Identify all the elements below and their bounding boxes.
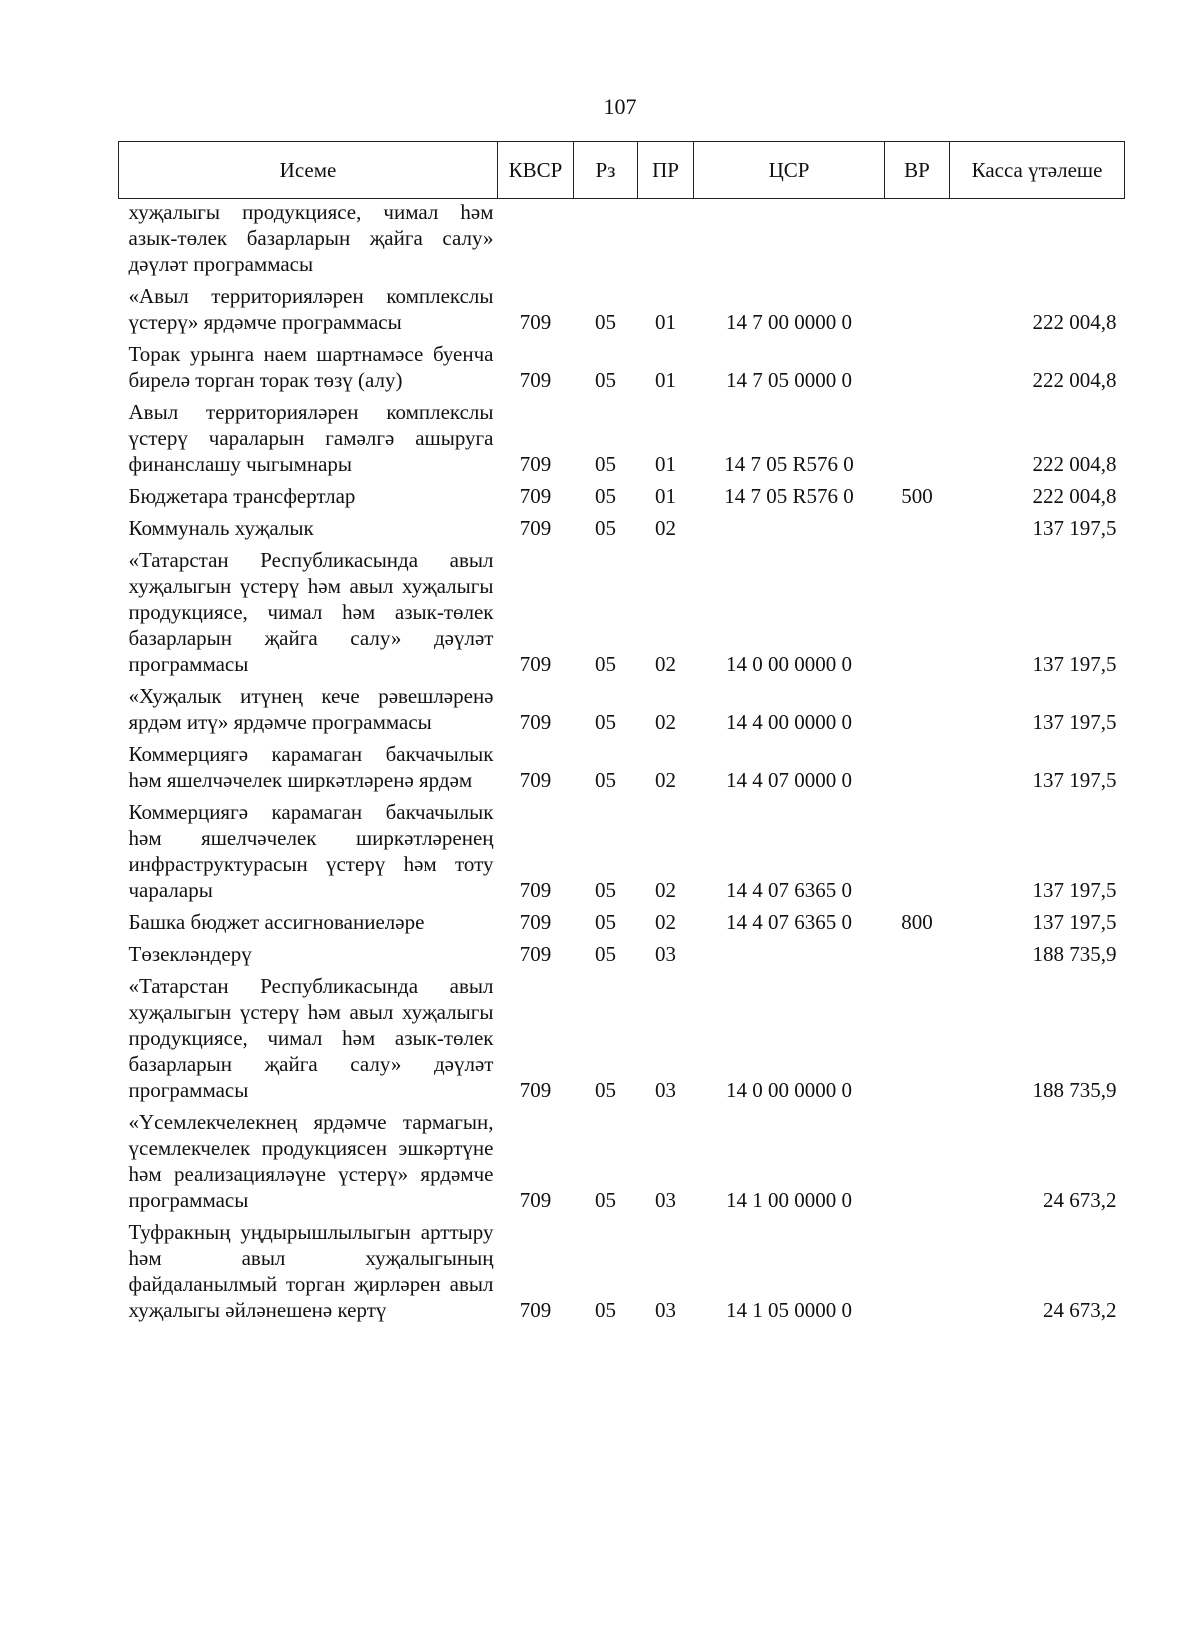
table-row <box>119 735 1125 793</box>
header-rz: Рз <box>574 142 638 199</box>
cell-csr: 14 0 00 0000 0 <box>726 1078 852 1102</box>
cell-name: «Үсемлекчелекнең ярдәмче тармагын, үсемлекчелек продукциясен эшкәртүне һәм реализацияләүне үстерү» ярдәмче программасы <box>128 1110 494 1212</box>
cell-name: «Хуҗалык итүнең кече рәвешләренә ярдәм итү» ярдәмче программасы <box>128 684 494 734</box>
header-pr: ПР <box>638 142 694 199</box>
cell-name: «Татарстан Республикасында авыл хуҗалыгын үстерү һәм авыл хуҗалыгы продукциясе, чимал һәм азык-төлек базарларын җайга салу» дәүләт программасы <box>128 548 494 676</box>
table-body <box>119 199 1125 1324</box>
table-row <box>119 277 1125 335</box>
cell-kvsr: 709 <box>519 368 552 392</box>
cell-sum: 188 735,9 <box>1032 942 1117 966</box>
cell-sum: 137 197,5 <box>1032 878 1117 902</box>
cell-rz: 05 <box>595 910 616 934</box>
cell-pr: 03 <box>655 1188 676 1212</box>
cell-rz: 05 <box>595 1188 616 1212</box>
header-name: Исеме <box>119 142 498 199</box>
cell-csr: 14 1 00 0000 0 <box>726 1188 852 1212</box>
cell-csr: 14 7 05 0000 0 <box>726 368 852 392</box>
cell-rz: 05 <box>595 942 616 966</box>
cell-rz: 05 <box>595 652 616 676</box>
cell-sum: 137 197,5 <box>1032 910 1117 934</box>
table-row <box>119 935 1125 967</box>
cell-kvsr: 709 <box>519 878 552 902</box>
cell-kvsr: 709 <box>519 1188 552 1212</box>
cell-kvsr: 709 <box>519 1298 552 1322</box>
page-number: 107 <box>603 94 637 119</box>
cell-rz: 05 <box>595 1078 616 1102</box>
cell-vr <box>885 967 950 1103</box>
cell-csr: 14 4 07 6365 0 <box>726 878 852 902</box>
table-row <box>119 393 1125 477</box>
table-row <box>119 477 1125 509</box>
cell-sum: 137 197,5 <box>1032 768 1117 792</box>
cell-sum: 222 004,8 <box>1032 484 1117 508</box>
cell-sum: 137 197,5 <box>1032 710 1117 734</box>
cell-csr: 14 7 00 0000 0 <box>726 310 852 334</box>
cell-pr: 01 <box>655 310 676 334</box>
table-row <box>119 1213 1125 1323</box>
table-row <box>119 1103 1125 1213</box>
cell-vr <box>885 735 950 793</box>
cell-pr: 02 <box>655 710 676 734</box>
cell-name: Төзекләндерү <box>128 942 252 966</box>
cell-csr: 14 4 07 0000 0 <box>726 768 852 792</box>
cell-csr: 14 7 05 R576 0 <box>724 484 854 508</box>
table-header <box>119 142 1125 199</box>
cell-name: «Татарстан Республикасында авыл хуҗалыгын үстерү һәм авыл хуҗалыгы продукциясе, чимал һәм азык-төлек базарларын җайга салу» дәүләт программасы <box>128 974 494 1102</box>
table-row <box>119 903 1125 935</box>
cell-csr <box>694 199 885 278</box>
cell-sum: 188 735,9 <box>1032 1078 1117 1102</box>
cell-csr: 14 1 05 0000 0 <box>726 1298 852 1322</box>
cell-pr: 03 <box>655 1078 676 1102</box>
cell-name: Башка бюджет ассигнованиеләре <box>128 910 425 934</box>
cell-vr: 500 <box>901 484 933 508</box>
table-row <box>119 967 1125 1103</box>
cell-rz: 05 <box>595 878 616 902</box>
cell-csr <box>694 509 885 541</box>
cell-pr: 02 <box>655 878 676 902</box>
cell-vr <box>885 1213 950 1323</box>
cell-name: хуҗалыгы продукциясе, чимал һәм азык-төлек базарларын җайга салу» дәүләт программасы <box>128 200 494 276</box>
cell-name: Коммерциягә карамаган бакчачылык һәм яшелчәчелек ширкәтләренең инфраструктурасын үстерү һәм тоту чаралары <box>128 800 494 902</box>
cell-vr <box>885 393 950 477</box>
cell-name: Коммерциягә карамаган бакчачылык һәм яшелчәчелек ширкәтләренә ярдәм <box>128 742 494 792</box>
cell-name: «Авыл территорияләрен комплекслы үстерү» ярдәмче программасы <box>128 284 494 334</box>
cell-sum: 222 004,8 <box>1032 452 1117 476</box>
cell-pr: 01 <box>655 452 676 476</box>
table-row <box>119 677 1125 735</box>
cell-vr <box>885 335 950 393</box>
cell-rz: 05 <box>595 768 616 792</box>
header-sum: Касса үтәлеше <box>950 142 1125 199</box>
cell-rz: 05 <box>595 710 616 734</box>
cell-kvsr: 709 <box>519 484 552 508</box>
cell-vr: 800 <box>901 910 933 934</box>
cell-pr: 02 <box>655 768 676 792</box>
cell-sum: 222 004,8 <box>1032 310 1117 334</box>
cell-csr: 14 7 05 R576 0 <box>724 452 854 476</box>
header-csr: ЦСР <box>694 142 885 199</box>
cell-name: Коммуналь хуҗалык <box>128 516 314 540</box>
cell-sum <box>950 199 1125 278</box>
cell-vr <box>885 677 950 735</box>
cell-rz: 05 <box>595 484 616 508</box>
cell-vr <box>885 277 950 335</box>
cell-rz: 05 <box>595 516 616 540</box>
table-row <box>119 541 1125 677</box>
header-kvsr: КВСР <box>498 142 574 199</box>
cell-rz: 05 <box>595 1298 616 1322</box>
cell-csr: 14 0 00 0000 0 <box>726 652 852 676</box>
cell-kvsr: 709 <box>519 1078 552 1102</box>
cell-csr: 14 4 00 0000 0 <box>726 710 852 734</box>
cell-csr: 14 4 07 6365 0 <box>726 910 852 934</box>
cell-kvsr: 709 <box>519 652 552 676</box>
cell-rz: 05 <box>595 368 616 392</box>
cell-name: Бюджетара трансфертлар <box>128 484 356 508</box>
cell-pr: 02 <box>655 910 676 934</box>
cell-vr <box>885 793 950 903</box>
cell-rz: 05 <box>595 310 616 334</box>
cell-kvsr: 709 <box>519 768 552 792</box>
cell-sum: 137 197,5 <box>1032 652 1117 676</box>
cell-kvsr: 709 <box>519 942 552 966</box>
cell-pr: 01 <box>655 368 676 392</box>
table-row <box>119 793 1125 903</box>
cell-vr <box>885 541 950 677</box>
budget-table <box>118 141 1125 1323</box>
table-row <box>119 199 1125 278</box>
cell-sum: 24 673,2 <box>1043 1298 1117 1322</box>
cell-vr <box>885 1103 950 1213</box>
cell-kvsr: 709 <box>519 452 552 476</box>
table-row <box>119 509 1125 541</box>
cell-pr: 03 <box>655 942 676 966</box>
cell-rz <box>574 199 638 278</box>
cell-pr: 01 <box>655 484 676 508</box>
cell-name: Торак урынга наем шартнамәсе буенча бирелә торган торак төзү (алу) <box>128 342 494 392</box>
cell-kvsr: 709 <box>519 516 552 540</box>
cell-pr: 02 <box>655 516 676 540</box>
table-row <box>119 335 1125 393</box>
cell-kvsr: 709 <box>519 910 552 934</box>
cell-rz: 05 <box>595 452 616 476</box>
cell-kvsr <box>498 199 574 278</box>
cell-sum: 222 004,8 <box>1032 368 1117 392</box>
cell-pr: 02 <box>655 652 676 676</box>
cell-kvsr: 709 <box>519 710 552 734</box>
cell-pr: 03 <box>655 1298 676 1322</box>
cell-vr <box>885 509 950 541</box>
cell-sum: 24 673,2 <box>1043 1188 1117 1212</box>
cell-vr <box>885 199 950 278</box>
cell-vr <box>885 935 950 967</box>
cell-sum: 137 197,5 <box>1032 516 1117 540</box>
cell-name: Авыл территорияләрен комплекслы үстерү чараларын гамәлгә ашыруга финанслашу чыгымнары <box>128 400 494 476</box>
cell-kvsr: 709 <box>519 310 552 334</box>
cell-csr <box>694 935 885 967</box>
header-vr: ВР <box>885 142 950 199</box>
cell-pr <box>638 199 694 278</box>
cell-name: Туфракның уңдырышлылыгын арттыру һәм авыл хуҗалыгының файдаланылмый торган җирләрен авыл хуҗалыгы әйләнешенә кертү <box>128 1220 494 1322</box>
